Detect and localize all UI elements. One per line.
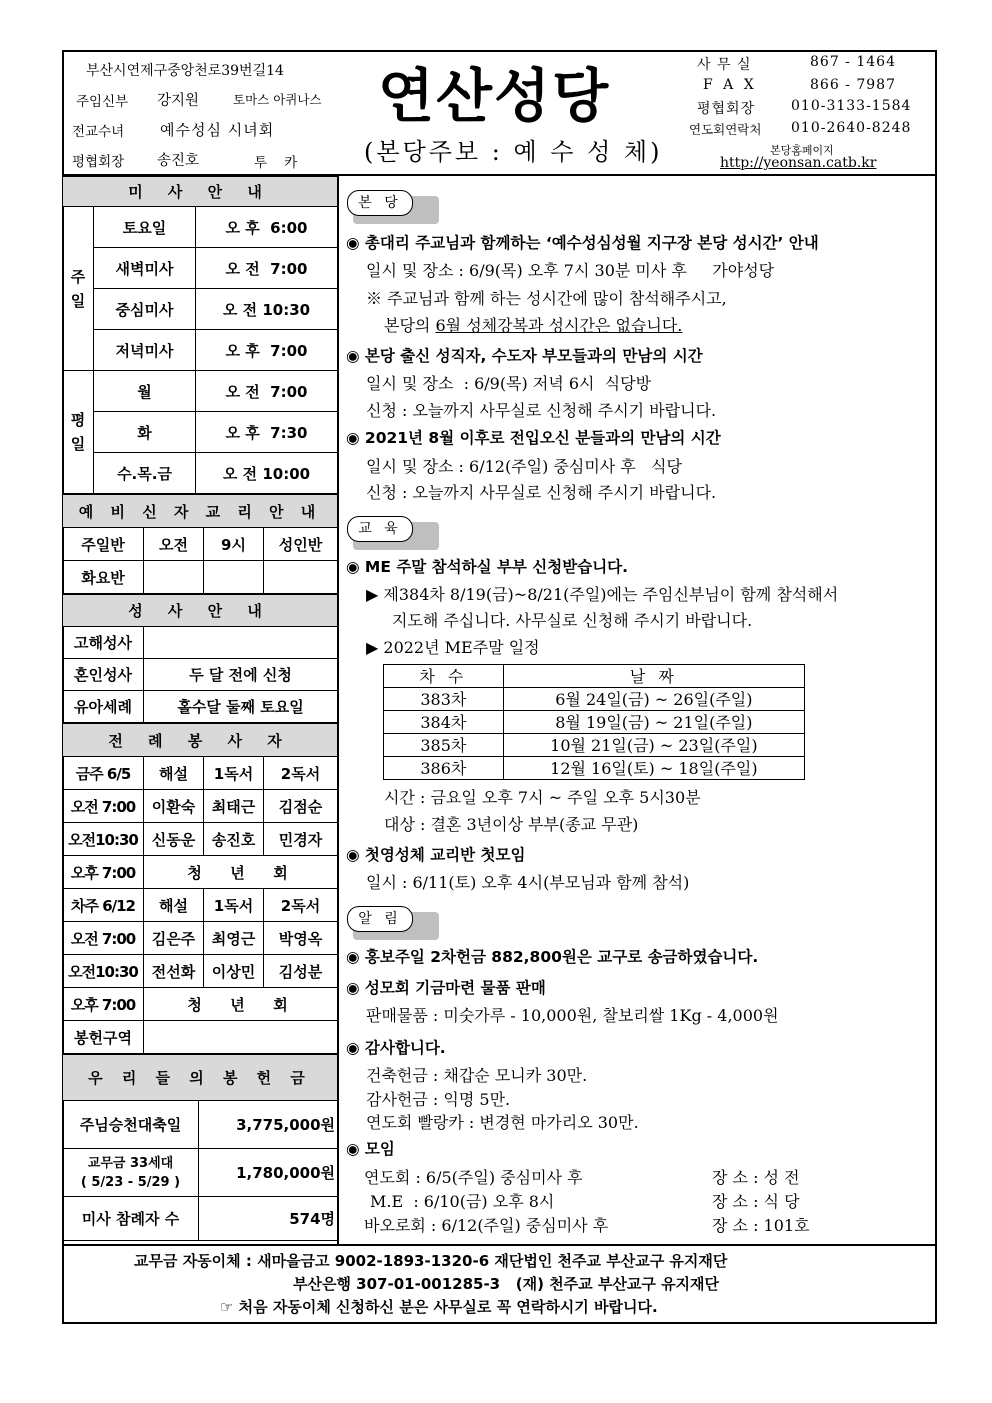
table-header: 차 수 [384, 665, 504, 688]
item-title: ◉ 총대리 주교님과 함께하는 ‘예수성심성월 지구장 본당 성시간’ 안내 [346, 234, 819, 252]
left-column [62, 176, 337, 1241]
weekday-label: 평 일 [63, 371, 94, 494]
me-schedule-table [383, 664, 805, 780]
page-subtitle: (본당주보 : 예 수 성 체) [364, 138, 663, 166]
nun-name: 예수성심 시녀회 [160, 121, 275, 139]
president-label: 평협회장 [697, 101, 756, 117]
offering-name: 주님승천대축일 [63, 1101, 199, 1149]
council-name: 송진호 [157, 153, 200, 169]
meeting-place: 장 소 : 식 당 [712, 1192, 800, 1211]
sacrament-info: 홀수달 둘째 토요일 [144, 691, 338, 723]
footer-account-line: 교무금 자동이체 : 새마을금고 9002-1893-1320-6 재단법인 천주교 부산교구 유지재단 [134, 1252, 728, 1270]
sacrament-name: 고해성사 [63, 627, 144, 659]
item-text: 일시 : 6/11(토) 오후 4시(부모님과 함께 참석) [366, 873, 690, 892]
section-tab-notice [347, 906, 433, 934]
offering-district-label: 봉헌구역 [63, 1021, 144, 1054]
class-name: 화요반 [63, 561, 144, 594]
homepage-link[interactable]: http://yeonsan.catb.kr [720, 155, 877, 171]
item-title: ◉ 본당 출신 성직자, 수도자 부모들과의 만남의 시간 [346, 347, 703, 365]
table-cell: 385차 [384, 734, 504, 757]
parish-address: 부산시연제구중앙천로39번길14 [86, 63, 284, 79]
liturgy-group: 청 년 회 [144, 856, 338, 889]
mass-name: 수.목.금 [94, 453, 196, 494]
pastor-label: 주임신부 [76, 94, 129, 110]
mass-time: 오 전 10:00 [196, 453, 338, 494]
tab-label: 알 림 [347, 906, 413, 932]
mass-time: 오 전 7:00 [196, 248, 338, 289]
item-title: ◉ 홍보주일 2차헌금 882,800원은 교구로 송금하였습니다. [346, 948, 759, 966]
catechumen-table [62, 494, 338, 594]
liturgy-time: 오후 7:00 [63, 988, 144, 1021]
class-type: 성인반 [264, 528, 338, 561]
item-text: 시간 : 금요일 오후 7시 ~ 주일 오후 5시30분 [384, 788, 701, 807]
item-text: 본당의 6월 성체강복과 성시간은 없습니다. [384, 316, 683, 335]
fax-label: F A X [703, 77, 757, 93]
liturgy-role: 해설 [144, 757, 204, 790]
sacrament-name: 유아세례 [63, 691, 144, 723]
liturgy-person: 최영근 [204, 922, 264, 955]
elder-label: 연도회연락처 [689, 122, 762, 137]
tab-label: 본 당 [347, 190, 413, 216]
liturgy-time: 오후 7:00 [63, 856, 144, 889]
table-cell: 383차 [384, 688, 504, 711]
liturgy-time: 오전10:30 [63, 955, 144, 988]
office-label: 사 무 실 [697, 57, 752, 73]
item-title: ◉ 첫영성체 교리반 첫모임 [346, 846, 526, 864]
liturgy-role: 2독서 [264, 889, 338, 922]
pastor-baptismal: 토마스 아퀴나스 [233, 92, 322, 107]
liturgy-person: 송진호 [204, 823, 264, 856]
mass-name: 화 [94, 412, 196, 453]
table-cell: 10월 21일(금) ~ 23일(주일) [503, 734, 804, 757]
item-text: ▶ 2022년 ME주말 일정 [366, 638, 540, 657]
footer-notice-line: ☞ 처음 자동이체 신청하신 분은 사무실로 꼭 연락하시기 바랍니다. [220, 1298, 658, 1316]
mass-name: 중심미사 [94, 289, 196, 330]
liturgy-date: 금주 6/5 [63, 757, 144, 790]
mass-name: 새벽미사 [94, 248, 196, 289]
liturgy-person: 박영옥 [264, 922, 338, 955]
table-cell: 12월 16일(토) ~ 18일(주일) [503, 757, 804, 780]
table-header: 날 짜 [503, 665, 804, 688]
item-text: 연도회 빨랑카 : 변경현 마가리오 30만. [366, 1113, 639, 1132]
item-text: 일시 및 장소 : 6/9(목) 저녁 6시 식당방 [366, 374, 652, 393]
meeting-place: 장 소 : 101호 [712, 1216, 810, 1235]
elder-phone: 010-2640-8248 [791, 120, 912, 136]
class-time [144, 561, 204, 594]
class-hour: 9시 [204, 528, 264, 561]
meeting-name: M.E : 6/10(금) 오후 8시 [370, 1192, 555, 1211]
mass-time: 오 전 10:30 [196, 289, 338, 330]
mass-name: 월 [94, 371, 196, 412]
section-tab-parish [347, 190, 433, 218]
liturgy-person: 김점순 [264, 790, 338, 823]
offering-amount: 574명 [199, 1197, 338, 1241]
table-cell: 386차 [384, 757, 504, 780]
council-label: 평협회장 [72, 154, 125, 170]
class-name: 주일반 [63, 528, 144, 561]
fax-phone: 866 - 7987 [810, 77, 896, 93]
liturgy-person: 신동운 [144, 823, 204, 856]
liturgy-person: 민경자 [264, 823, 338, 856]
table-cell: 6월 24일(금) ~ 26일(주일) [503, 688, 804, 711]
item-text: 판매물품 : 미숫가루 - 10,000원, 찰보리쌀 1Kg - 4,000원 [366, 1006, 779, 1025]
liturgy-person: 이환숙 [144, 790, 204, 823]
item-text: 지도해 주십니다. 사무실로 신청해 주시기 바랍니다. [392, 611, 753, 630]
item-text: 건축헌금 : 채갑순 모니카 30만. [366, 1066, 588, 1085]
offering-name: 미사 참례자 수 [63, 1197, 199, 1241]
sunday-label: 주 일 [63, 207, 94, 371]
sacrament-info [144, 627, 338, 659]
liturgy-table [62, 723, 338, 1054]
liturgy-group: 청 년 회 [144, 988, 338, 1021]
meeting-place: 장 소 : 성 전 [712, 1168, 800, 1187]
item-title: ◉ 감사합니다. [346, 1039, 446, 1057]
homepage-label: 본당홈페이지 [770, 144, 834, 157]
item-text: ▶ 제384차 8/19(금)~8/21(주일)에는 주임신부님이 함께 참석해서 [366, 585, 839, 604]
item-text: 일시 및 장소 : 6/12(주일) 중심미사 후 식당 [366, 457, 682, 476]
footer-bank-line: 부산은행 307-01-001285-3 (재) 천주교 부산교구 유지재단 [293, 1275, 720, 1293]
item-text: 감사헌금 : 익명 5만. [366, 1090, 511, 1109]
item-text: 신청 : 오늘까지 사무실로 신청해 주시기 바랍니다. [366, 401, 717, 420]
offering-name: 교무금 33세대 ( 5/23 - 5/29 ) [63, 1149, 199, 1197]
liturgy-role: 1독서 [204, 889, 264, 922]
mass-time: 오 후 7:30 [196, 412, 338, 453]
offering-district-value [144, 1021, 338, 1054]
page-title: 연산성당 [378, 62, 611, 130]
liturgy-time: 오전10:30 [63, 823, 144, 856]
mass-time: 오 전 7:00 [196, 371, 338, 412]
sacrament-name: 혼인성사 [63, 659, 144, 691]
table-cell: 8월 19일(금) ~ 21일(주일) [503, 711, 804, 734]
sacrament-info: 두 달 전에 신청 [144, 659, 338, 691]
sacrament-table [62, 594, 338, 723]
liturgy-person: 전선화 [144, 955, 204, 988]
liturgy-date: 차주 6/12 [63, 889, 144, 922]
class-time: 오전 [144, 528, 204, 561]
item-title: ◉ 성모회 기금마련 물품 판매 [346, 979, 546, 997]
item-text: ※ 주교님과 함께 하는 성시간에 많이 참석해주시고, [366, 289, 727, 308]
class-type [264, 561, 338, 594]
mass-time: 오 후 7:00 [196, 330, 338, 371]
offering-amount: 1,780,000원 [199, 1149, 338, 1197]
nun-label: 전교수녀 [72, 124, 125, 140]
offering-heading: 우 리 들 의 봉 헌 금 [63, 1055, 338, 1101]
item-text: 대상 : 결혼 3년이상 부부(종교 무관) [384, 815, 639, 834]
item-title: ◉ 2021년 8월 이후로 전입오신 분들과의 만남의 시간 [346, 429, 721, 447]
meeting-name: 바오로회 : 6/12(주일) 중심미사 후 [364, 1216, 609, 1235]
liturgy-role: 1독서 [204, 757, 264, 790]
liturgy-time: 오전 7:00 [63, 922, 144, 955]
liturgy-person: 최태근 [204, 790, 264, 823]
liturgy-role: 2독서 [264, 757, 338, 790]
liturgy-person: 김성분 [264, 955, 338, 988]
mass-table [62, 176, 338, 494]
liturgy-heading: 전 례 봉 사 자 [63, 724, 338, 757]
council-baptismal: 투 카 [254, 155, 298, 171]
item-text: 일시 및 장소 : 6/9(목) 오후 7시 30분 미사 후 가야성당 [366, 261, 775, 280]
liturgy-person: 이상민 [204, 955, 264, 988]
liturgy-role: 해설 [144, 889, 204, 922]
tab-label: 교 육 [347, 516, 413, 542]
mass-heading: 미 사 안 내 [63, 177, 338, 207]
liturgy-time: 오전 7:00 [63, 790, 144, 823]
catechumen-heading: 예 비 신 자 교 리 안 내 [63, 495, 338, 528]
offering-amount: 3,775,000원 [199, 1101, 338, 1149]
mass-name: 저녁미사 [94, 330, 196, 371]
class-hour [204, 561, 264, 594]
meeting-name: 연도회 : 6/5(주일) 중심미사 후 [364, 1168, 583, 1187]
pastor-name: 강지원 [157, 93, 200, 109]
president-phone: 010-3133-1584 [791, 98, 912, 114]
sacrament-heading: 성 사 안 내 [63, 595, 338, 627]
mass-name: 토요일 [94, 207, 196, 248]
section-tab-education [347, 516, 433, 544]
item-text: 신청 : 오늘까지 사무실로 신청해 주시기 바랍니다. [366, 483, 717, 502]
liturgy-person: 김은주 [144, 922, 204, 955]
office-phone: 867 - 1464 [810, 54, 896, 70]
table-cell: 384차 [384, 711, 504, 734]
item-title: ◉ 모임 [346, 1140, 395, 1158]
mass-time: 오 후 6:00 [196, 207, 338, 248]
offering-table [62, 1054, 338, 1241]
item-title: ◉ ME 주말 참석하실 부부 신청받습니다. [346, 558, 629, 576]
